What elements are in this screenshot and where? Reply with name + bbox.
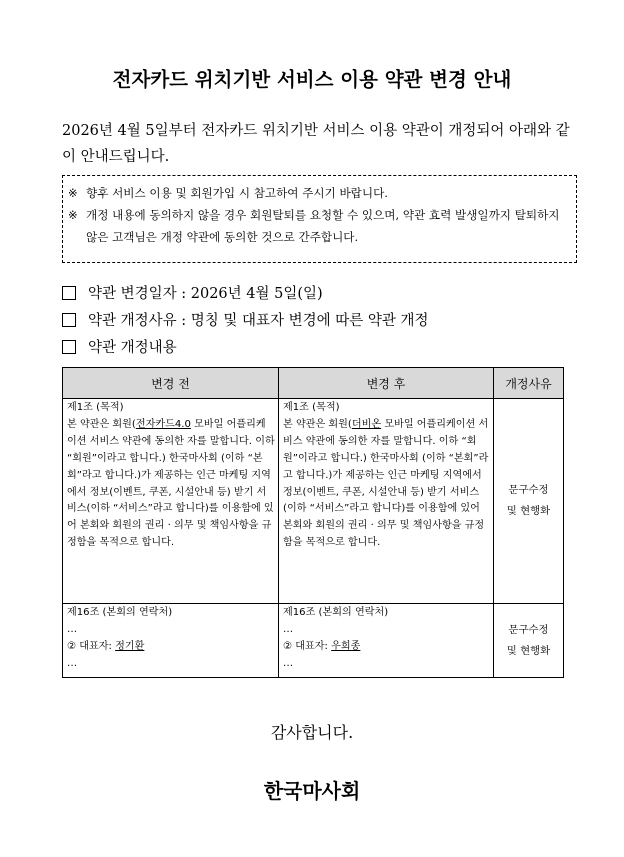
- header-reason: 개정사유: [494, 368, 564, 399]
- notice-text-1: 향후 서비스 이용 및 회원가입 시 참고하여 주시기 바랍니다.: [86, 186, 388, 200]
- item-change-reason: [62, 309, 429, 330]
- cell-after: [279, 399, 494, 604]
- closing-text: 감사합니다.: [270, 723, 354, 742]
- comparison-table: [62, 367, 564, 678]
- article-body: 본 약관은 회원(전자카드4.0 모바일 어플리케이션 서비스 약관에 동의한 자를 말합니다. 이하 “회원”이라고 합니다.) 한국마사회 (이하 “본회”라고 합니다.)가 제공하는 인근 마케팅 지역에서 정보(이벤트, 쿠폰, 시설안내 등) 받기 서비스(이하 “서비스”라고 합니다)를 이용함에 있어 본회와 회원의 권리 · 의무 및 책임사항을 규정함을 목적으로 합니다.: [67, 418, 275, 549]
- cell-before: 제16조 (본회의 연락처) … ② 대표자: 정기환 …: [63, 604, 279, 678]
- table-header-row: [63, 368, 564, 399]
- organization-name: 한국마사회: [263, 779, 361, 803]
- checkbox-icon: [62, 340, 76, 354]
- page-title: 전자카드 위치기반 서비스 이용 약관 변경 안내: [112, 68, 512, 91]
- header-before: 변경 전: [63, 368, 279, 399]
- item-change-date: [62, 282, 323, 303]
- reference-mark: ※: [68, 208, 78, 222]
- cell-after: 제16조 (본회의 연락처) … ② 대표자: 우희종 …: [279, 604, 494, 678]
- item-label: 약관 개정사유 : 명칭 및 대표자 변경에 따른 약관 개정: [88, 313, 429, 329]
- item-change-content: [62, 336, 177, 357]
- notice-box: [62, 175, 577, 263]
- representative: ② 대표자: 정기환: [67, 640, 145, 652]
- article-body: 본 약관은 회원(더비온 모바일 어플리케이션 서비스 약관에 동의한 자를 말합니다. 이하 “회원”이라고 합니다.) 한국마사회 (이하 “본회”라고 합니다.)가 제공하는 인근 마케팅 지역에서 정보(이벤트, 쿠폰, 시설안내 등) 받기 서비스(이하 “서비스”라고 합니다)를 이용함에 있어 본회와 회원의 권리 · 의무 및 책임사항을 규정함을 목적으로 합니다.: [283, 418, 489, 549]
- article-title: 제1조 (목적): [283, 402, 340, 413]
- header-after: 변경 후: [279, 368, 494, 399]
- intro-paragraph: 2026년 4월 5일부터 전자카드 위치기반 서비스 이용 약관이 개정되어 아래와 같이 안내드립니다.: [62, 123, 570, 165]
- notice-text-2: 개정 내용에 동의하지 않을 경우 회원탈퇴를 요청할 수 있으며, 약관 효력 발생일까지 탈퇴하지 않은 고객님은 개정 약관에 동의한 것으로 간주합니다.: [86, 208, 560, 244]
- cell-before: [63, 399, 279, 604]
- representative: ② 대표자: 우희종: [283, 640, 361, 652]
- table-row: [63, 604, 564, 678]
- item-label: 약관 변경일자 : 2026년 4월 5일(일): [88, 286, 323, 302]
- notice-line-1: [68, 182, 570, 204]
- checkbox-icon: [62, 286, 76, 300]
- reference-mark: ※: [68, 186, 78, 200]
- cell-reason: 문구수정 및 현행화: [494, 604, 564, 678]
- representative-name: 우희종: [331, 640, 361, 652]
- app-name: 더비온: [351, 418, 382, 430]
- table-row: [63, 399, 564, 604]
- article-title: 제1조 (목적): [67, 402, 124, 413]
- checkbox-icon: [62, 313, 76, 327]
- app-name: 전자카드4.0: [135, 418, 191, 430]
- item-label: 약관 개정내용: [88, 340, 177, 356]
- cell-reason: 문구수정 및 현행화: [494, 399, 564, 604]
- representative-name: 정기환: [115, 640, 145, 652]
- notice-line-2: [68, 204, 570, 248]
